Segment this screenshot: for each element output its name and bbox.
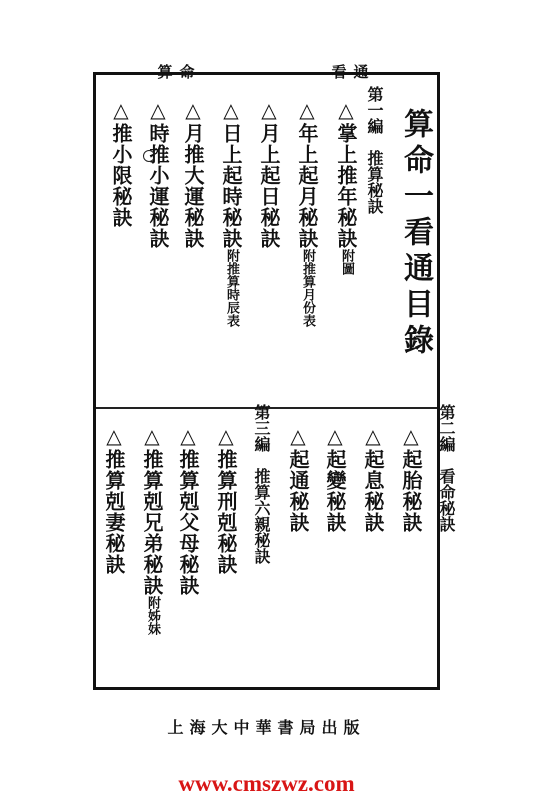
toc-entry[interactable] <box>175 424 201 596</box>
triangle-marker-icon: △ <box>334 98 358 123</box>
part1-heading-number: 第一編 <box>365 86 384 134</box>
triangle-marker-icon: △ <box>399 424 423 449</box>
triangle-marker-icon: △ <box>102 424 126 449</box>
toc-entry-text: 起通秘訣 <box>286 449 310 533</box>
toc-entry-text: 推算剋父母秘訣 <box>176 449 200 596</box>
toc-entry-text: 起胎秘訣 <box>399 449 423 533</box>
toc-entry[interactable] <box>294 98 320 327</box>
toc-entry[interactable] <box>360 424 386 533</box>
toc-entry-text: 月上起日秘訣 <box>257 123 281 249</box>
publisher-imprint: 上海大中華書局出版 <box>167 718 366 737</box>
toc-entry-note: 附推算時辰表 <box>224 249 239 327</box>
part3-heading <box>251 404 271 564</box>
book-title: 算命一看通目錄 <box>398 108 433 360</box>
toc-entry-text: 日上起時秘訣 <box>219 123 243 249</box>
toc-entry[interactable] <box>285 424 311 533</box>
part1-heading-title: 推算秘訣 <box>365 150 384 214</box>
toc-entry-text: 推算剋妻秘訣 <box>102 449 126 575</box>
toc-entry[interactable] <box>398 424 424 533</box>
triangle-marker-icon: △ <box>181 98 205 123</box>
toc-entry[interactable] <box>333 98 359 275</box>
toc-entry-text: 推算刑剋秘訣 <box>214 449 238 575</box>
toc-entry-note: 附姊妹 <box>145 596 160 635</box>
toc-entry-text: 月推大運秘訣 <box>181 123 205 249</box>
part2-heading-title: 看命秘訣 <box>437 468 456 532</box>
watermark-url: www.cmszwz.com <box>178 771 355 796</box>
toc-entry-note: 附圖 <box>339 249 354 275</box>
triangle-marker-icon: △ <box>361 424 385 449</box>
toc-entry-text: 推算剋兄弟秘訣 <box>140 449 164 596</box>
toc-entry[interactable] <box>108 98 134 228</box>
toc-entry-text: 時推小運秘訣 <box>146 123 170 249</box>
running-head-right: 看通 <box>331 63 376 81</box>
triangle-marker-icon: △ <box>109 98 133 123</box>
triangle-marker-icon: △ <box>286 424 310 449</box>
triangle-marker-icon: △ <box>140 424 164 449</box>
part3-heading-number: 第三編 <box>252 404 271 452</box>
toc-entry-text: 起息秘訣 <box>361 449 385 533</box>
triangle-marker-icon: △ <box>214 424 238 449</box>
toc-entry[interactable] <box>180 98 206 249</box>
triangle-marker-icon: △ <box>323 424 347 449</box>
triangle-marker-icon: △ <box>146 98 170 123</box>
toc-entry[interactable] <box>139 424 165 635</box>
part2-heading-number: 第二編 <box>437 404 456 452</box>
toc-entry-text: 掌上推年秘訣 <box>334 123 358 249</box>
triangle-marker-icon: △ <box>219 98 243 123</box>
running-head-left: 算命 <box>157 63 202 81</box>
triangle-marker-icon: △ <box>176 424 200 449</box>
toc-entry-text: 起變秘訣 <box>323 449 347 533</box>
toc-entry[interactable] <box>213 424 239 575</box>
toc-entry[interactable] <box>322 424 348 533</box>
toc-entry[interactable] <box>218 98 244 327</box>
toc-entry[interactable] <box>256 98 282 249</box>
toc-entry-note: 附推算月份表 <box>300 249 315 327</box>
triangle-marker-icon: △ <box>257 98 281 123</box>
ink-seal-icon <box>143 150 155 162</box>
toc-entry-text: 推小限秘訣 <box>109 123 133 228</box>
part1-heading <box>364 86 384 214</box>
part2-heading <box>436 404 456 532</box>
triangle-marker-icon: △ <box>295 98 319 123</box>
part3-heading-title: 推算六親秘訣 <box>252 468 271 564</box>
toc-entry-text: 年上起月秘訣 <box>295 123 319 249</box>
toc-entry[interactable] <box>145 98 171 249</box>
toc-entry[interactable] <box>101 424 127 575</box>
